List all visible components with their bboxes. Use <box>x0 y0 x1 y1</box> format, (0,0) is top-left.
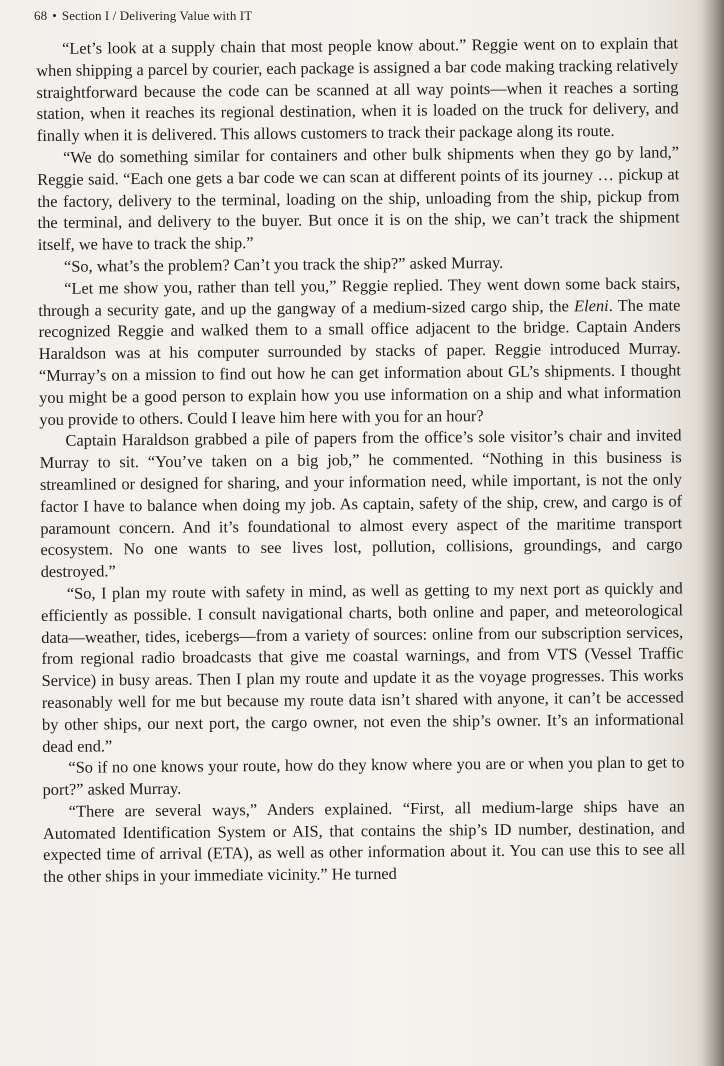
running-head <box>34 8 252 24</box>
section-title: Section I / Delivering Value with IT <box>61 8 253 23</box>
paragraph: “We do something similar for containers and other bulk shipments when they go by land,” Reggie said. “Each one gets a bar code we can scan at different points of its journey … pickup at the factory, delivery to the terminal, loading on the ship, unloading from the ship, pickup from the terminal, and delivery to the buyer. But once it is on the ship, we can’t track the shipment itself, we have to track the ship.” <box>37 142 680 255</box>
book-spine-shadow <box>702 0 724 1066</box>
body-text <box>36 32 685 888</box>
paragraph: “Let me show you, rather than tell you,” Reggie replied. They went down some back stairs, through a security gate, and up the gangway of a medium-sized cargo ship, the Eleni. The mate recognized Reggie and walked them to a small office adjacent to the bridge. Captain Anders Haraldson was at his computer surrounded by stacks of paper. Reggie introduced Murray. “Murray’s on a mission to find out how he can get information about GL’s shipments. I thought you might be a good person to explain how you use information on a ship and what information you provide to others. Could I leave him here with you for an hour? <box>38 273 682 429</box>
paragraph: Captain Haraldson grabbed a pile of papers from the office’s sole visitor’s chair and invited Murray to sit. “You’ve taken on a big job,” he commented. “Nothing in this business is streamlined or designed for sharing, and your information need, while important, is not the only factor I have to balance when doing my job. As captain, safety of the ship, crew, and cargo is of paramount concern. And it’s foundational to almost every aspect of the maritime transport ecosystem. No one wants to see lives lost, pollution, collisions, groundings, and cargo destroyed.” <box>39 425 683 582</box>
page-number: 68 <box>34 8 48 23</box>
header-separator: • <box>52 8 57 23</box>
paragraph: “Let’s look at a supply chain that most people know about.” Reggie went on to explain that when shipping a parcel by courier, each package is assigned a bar code making tracking relatively straightforward because the code can be scanned at all way points—when it reaches a sorting station, when it reaches its regional destination, when it is loaded on the truck for delivery, and finally when it is delivered. This allows customers to track their package along its route. <box>36 33 679 146</box>
paragraph: “So if no one knows your route, how do they know where you are or when you plan to get to port?” asked Murray. <box>42 752 685 800</box>
ship-name: Eleni <box>574 295 609 315</box>
paragraph: “So, what’s the problem? Can’t you track the ship?” asked Murray. <box>63 252 504 276</box>
paragraph: “There are several ways,” Anders explained. “First, all medium-large ships have an Automated Identification System or AIS, that contains the ship’s ID number, destination, and expected time of arrival (ETA), as well as other information about it. You can use this to see all the other ships in your immediate vicinity.” He turned <box>42 796 686 887</box>
paragraph: “So, I plan my route with safety in mind, as well as getting to my next port as quickly and efficiently as possible. I consult navigational charts, both online and paper, and meteorological data—weather, tides, icebergs—from a variety of sources: online from our subscription services, from regional radio broadcasts that give me coastal warnings, and from VTS (Vessel Traffic Service) in busy areas. Then I plan my route and update it as the voyage progresses. This works reasonably well for me but because my route data isn’t shared with anyone, it can’t be accessed by other ships, our next port, the cargo owner, not even the ship’s owner. It’s an informational dead end.” <box>40 578 685 756</box>
